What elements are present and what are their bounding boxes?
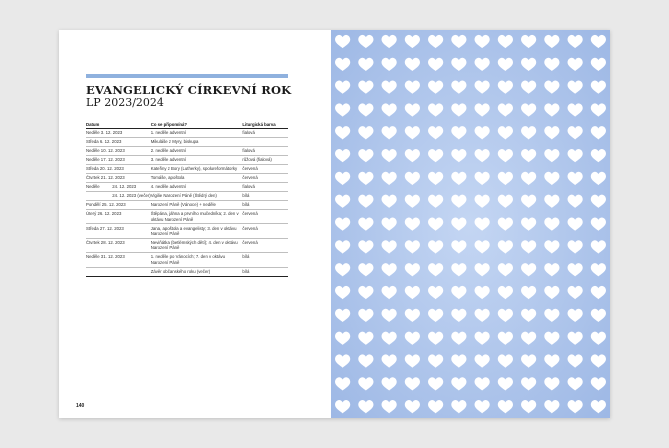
cell-date: Neděle 10. 12. 2023 [86, 146, 151, 155]
cell-color: fialová [242, 182, 288, 191]
table-row [86, 253, 288, 267]
table-row [86, 146, 288, 155]
table-row [86, 224, 288, 238]
cell-date: 24. 12. 2023 [112, 182, 150, 191]
left-page [59, 30, 331, 418]
cell-what: 4. neděle adventní [151, 182, 243, 191]
table-row [86, 155, 288, 164]
cell-day [86, 191, 112, 200]
table-header-row [86, 121, 288, 128]
cell-what: 2. neděle adventní [151, 146, 243, 155]
page-subtitle: LP 2023/2024 [86, 96, 164, 109]
cell-date: Čtvrtek 21. 12. 2023 [86, 173, 151, 182]
table-row [86, 191, 288, 200]
cell-date: Středa 27. 12. 2023 [86, 224, 151, 238]
cell-date: Pondělí 25. 12. 2023 [86, 200, 151, 209]
cell-date: Neděle 31. 12. 2023 [86, 253, 151, 267]
table-row [86, 173, 288, 182]
cell-color: bílá [242, 267, 288, 276]
cell-color: červená [242, 209, 288, 223]
cell-color: červená [242, 238, 288, 252]
cell-day: Neděle [86, 182, 112, 191]
cell-date: Středa 20. 12. 2023 [86, 164, 151, 173]
page-number: 140 [76, 403, 85, 409]
cell-color: červená [242, 224, 288, 238]
cell-color: bílá [242, 191, 288, 200]
cell-what: Narození Páně (Vánoce) + neděle [151, 200, 243, 209]
cell-color: fialová [242, 128, 288, 137]
table-row [86, 200, 288, 209]
header-what: Co se připomíná? [151, 121, 243, 128]
cell-what: Vigilie Narození Páně (Štědrý den) [151, 191, 243, 200]
cell-what: Kateřiny z Bory (Lutherky), spolureformátorky [151, 164, 243, 173]
cell-what: Jana, apoštola a evangelisty; 3. den v oktávu Narození Páně [151, 224, 243, 238]
cell-date [86, 267, 151, 276]
cell-what: 1. neděle po Vánocích; 7. den v oktávu Narození Páně [151, 253, 243, 267]
table-row [86, 267, 288, 276]
cell-date: Úterý 26. 12. 2023 [86, 209, 151, 223]
cell-color: bílá [242, 253, 288, 267]
book-spread [59, 30, 610, 418]
heart-pattern [331, 30, 610, 418]
liturgical-calendar-table [86, 121, 288, 277]
table-row [86, 128, 288, 137]
title-accent-bar [86, 74, 288, 78]
cell-what: Neviňátka (betlémských dětí); 4. den v oktávu Narození Páně [151, 238, 243, 252]
header-date: Datum [86, 121, 151, 128]
cell-date: 24. 12. 2023 (večer) [112, 191, 150, 200]
table-row [86, 182, 288, 191]
cell-what: Mikuláše z Myry, biskupa [151, 137, 243, 146]
cell-color: červená [242, 173, 288, 182]
cell-color: červená [242, 164, 288, 173]
table-row [86, 209, 288, 223]
table-row [86, 238, 288, 252]
cell-color: růžová (fialová) [242, 155, 288, 164]
table-body [86, 128, 288, 276]
cell-what: Závěr občanského roku (večer) [151, 267, 243, 276]
table-row [86, 137, 288, 146]
right-page-heart-pattern [331, 30, 610, 418]
cell-color [242, 137, 288, 146]
cell-color: bílá [242, 200, 288, 209]
cell-what: 3. neděle adventní [151, 155, 243, 164]
page-title: EVANGELICKÝ CÍRKEVNÍ ROK [86, 83, 292, 97]
header-color: Liturgická barva [242, 121, 288, 128]
cell-date: Středa 6. 12. 2023 [86, 137, 151, 146]
cell-date: Neděle 17. 12. 2023 [86, 155, 151, 164]
cell-what: 1. neděle adventní [151, 128, 243, 137]
cell-date: Čtvrtek 28. 12. 2023 [86, 238, 151, 252]
cell-color: fialová [242, 146, 288, 155]
cell-what: Štěpána, jáhna a prvního mučedníka; 2. den v oktávu Narození Páně [151, 209, 243, 223]
table-row [86, 164, 288, 173]
cell-date: Neděle 3. 12. 2023 [86, 128, 151, 137]
cell-what: Tomáše, apoštola [151, 173, 243, 182]
